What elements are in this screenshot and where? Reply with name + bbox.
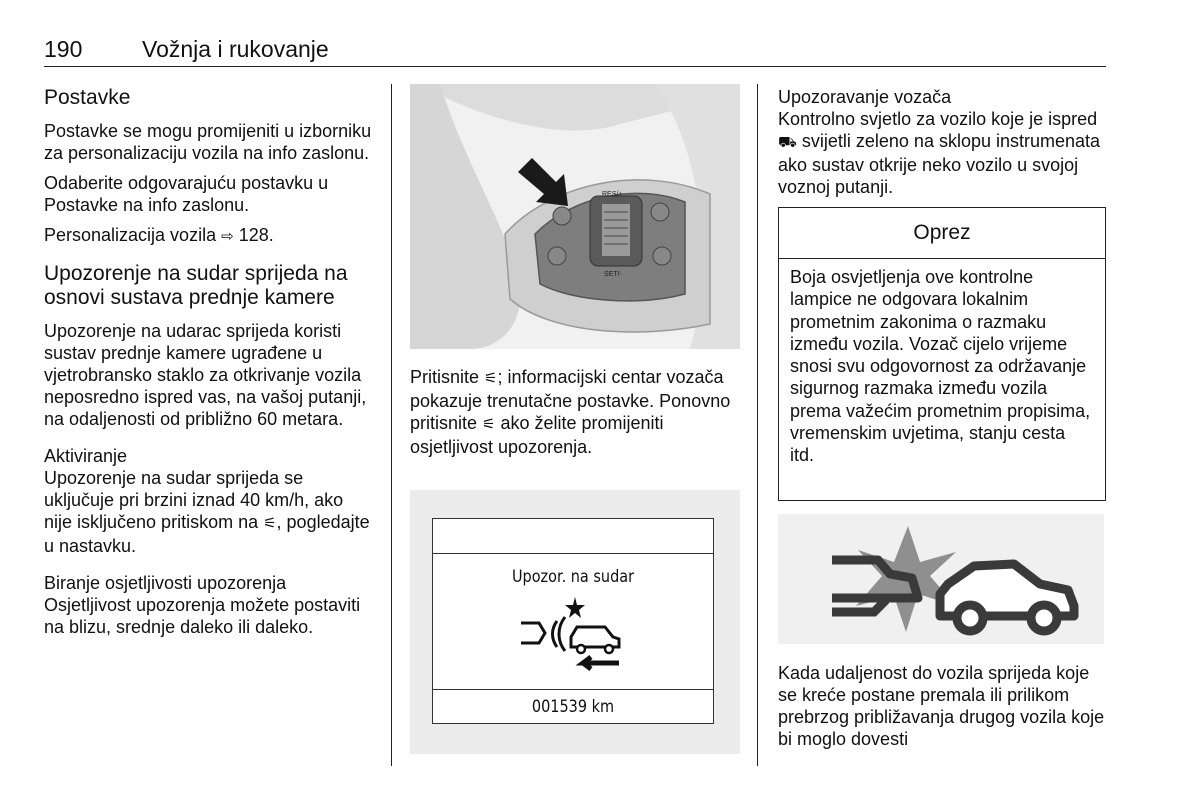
biranje-paragraph: Osjetljivost upozorenja možete postaviti na blizu, srednje daleko ili daleko. <box>44 595 361 637</box>
instrument-display-illustration <box>410 490 740 754</box>
column-right <box>778 86 1108 206</box>
column-left <box>44 86 374 646</box>
page-title: Vožnja i rukovanje <box>142 36 329 62</box>
column-divider-1 <box>391 84 392 766</box>
postavke-paragraph-3: Personalizacija vozila ⇨ 128. <box>44 225 274 245</box>
reference-arrow-icon: ⇨ <box>221 228 234 245</box>
column-divider-2 <box>757 84 758 766</box>
section-heading-fcw: Upozorenje na sudar sprijeda na osnovi sustava prednje kamere <box>44 262 348 309</box>
caution-title: Oprez <box>779 208 1105 259</box>
subheading-aktiviranje: Aktiviranje <box>44 446 128 466</box>
odometer-readout: 001539 km <box>531 697 615 717</box>
postavke-paragraph-1: Postavke se mogu promijeniti u izborniku za personalizaciju vozila na info zaslonu. <box>44 121 372 163</box>
page-number: 190 <box>44 36 83 62</box>
display-message: Upozor. na sudar <box>511 567 635 587</box>
pritisnite-paragraph: Pritisnite ⚟; informacijski centar vozača pokazuje trenutačne postavke. Ponovno pritisnite ⚟ ako želite promijeniti osjetljivost upozorenja. <box>410 367 731 457</box>
upozoravanje-paragraph: Kontrolno svjetlo za vozilo koje je ispred ⛟ svijetli zeleno na sklopu instrumenata ako sustav otkrije neko vozilo u svojoj voznoj putanji. <box>778 109 1101 197</box>
section-heading-postavke: Postavke <box>44 86 131 109</box>
collision-warning-icon <box>513 593 633 673</box>
fcw-paragraph: Upozorenje na udarac sprijeda koristi sustav prednje kamere ugrađene u vjetrobransko staklo za otkrivanje vozila neposredno ispred vas, na vašoj putanji, na odaljenosti od približno 60 metara. <box>44 321 367 429</box>
steering-wheel-illustration <box>410 84 740 349</box>
page-reference-link[interactable]: 128. <box>238 225 274 245</box>
aktiviranje-paragraph: Upozorenje na sudar sprijeda se uključuje pri brzini iznad 40 km/h, ako nije isključeno pritiskom na ⚟, pogledajte u nastavku. <box>44 468 370 556</box>
collision-alert-button-icon: ⚟ <box>482 416 496 433</box>
collision-illustration <box>778 514 1104 644</box>
page-header <box>44 36 1106 67</box>
postavke-menu-label: Postavke <box>44 195 119 215</box>
subheading-biranje: Biranje osjetljivosti upozorenja <box>44 573 287 593</box>
driver-info-display <box>432 518 714 724</box>
subheading-upozoravanje: Upozoravanje vozača <box>778 87 952 107</box>
caution-text: Boja osvjetljenja ove kontrolne lampice ne odgovara lokalnim prometnim zakonima o razmaku između vozila. Vozač cijelo vrijeme snosi svu odgovornost za održavanje sigurnog razmaka između vozila prema važećim prometnim propisima, vremenskim uvjetima, stanju cesta itd. <box>790 267 1091 466</box>
collision-alert-button-icon: ⚟ <box>484 370 498 387</box>
collision-image <box>778 514 1104 644</box>
column-right-bottom <box>778 662 1108 758</box>
postavke-paragraph-2: Odaberite odgovarajuću postavku u Postavke na info zaslonu. <box>44 173 329 215</box>
res-label: RES/+ <box>602 191 623 198</box>
column-middle-text <box>410 366 740 466</box>
vehicle-ahead-icon: ⛟ <box>778 134 797 151</box>
steering-wheel-image <box>410 84 740 349</box>
collision-alert-button-icon: ⚟ <box>263 515 277 532</box>
set-label: SET/- <box>604 271 622 278</box>
kada-paragraph: Kada udaljenost do vozila sprijeda koje se kreće postane premala ili prilikom prebrzog približavanja drugog vozila koje bi moglo dovesti <box>778 663 1105 749</box>
caution-box <box>778 207 1106 501</box>
